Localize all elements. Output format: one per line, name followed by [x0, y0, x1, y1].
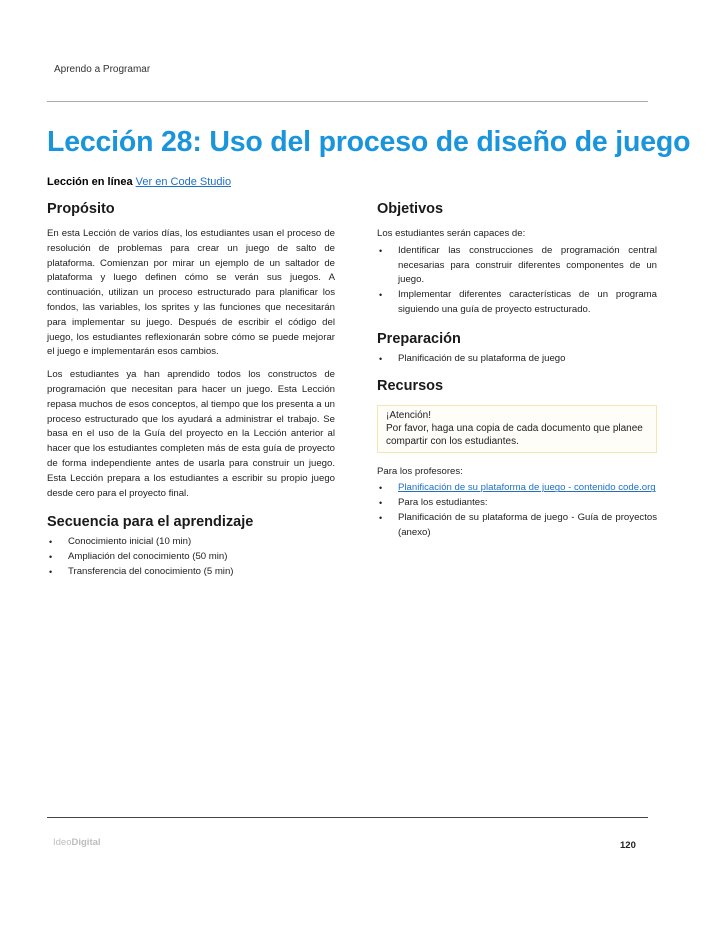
bullet-icon: • — [379, 512, 383, 523]
list-item-text: Planificación de su plataforma de juego — [398, 352, 566, 364]
sequence-section — [47, 511, 335, 579]
purpose-heading: Propósito — [47, 201, 115, 217]
objectives-list — [377, 244, 657, 318]
purpose-paragraph-2: Los estudiantes ya han aprendido todos los constructos de programación que necesitan para hacer un juego. Esta Lección repasa muchos de esos conceptos, al tiempo que los presenta a un proceso estructurado que los ayudará a administrar el trabajo. Se basa en el uso de la Guía del proyecto en la Lección anterior al hacer que los estudiantes completen más de esta guía de proyecto de forma independiente antes de usarla para construir un juego. Esta Lección prepara a los estudiantes a escribir su propio juego desde cero para el proyecto final. — [47, 369, 335, 499]
resources-list — [377, 481, 657, 540]
page-title: Lección 28: Uso del proceso de diseño de juego — [47, 126, 691, 158]
list-item-text: Transferencia del conocimiento (5 min) — [68, 565, 234, 577]
footer-divider — [47, 817, 648, 818]
list-item — [47, 550, 335, 565]
preparation-heading: Preparación — [377, 330, 461, 347]
list-item-text: Identificar las construcciones de programación central necesarias para construir diferentes componentes de un juego. — [398, 244, 657, 286]
list-item — [47, 535, 335, 550]
notice-text: Por favor, haga una copia de cada documento que planee compartir con los estudiantes. — [386, 422, 643, 447]
brand-light-text: Ideo — [53, 837, 72, 848]
objectives-intro: Los estudiantes serán capaces de: — [377, 228, 526, 239]
list-item — [377, 288, 657, 318]
preparation-list — [377, 352, 657, 367]
list-item-text: Conocimiento inicial (10 min) — [68, 536, 192, 548]
notice-box — [377, 405, 657, 453]
bullet-icon: • — [49, 566, 53, 577]
page-number: 120 — [620, 840, 636, 851]
bullet-icon: • — [379, 353, 383, 364]
online-lesson-line — [47, 176, 231, 188]
objectives-section — [377, 198, 657, 318]
right-column — [377, 198, 657, 541]
online-lesson-label: Lección en línea — [47, 176, 133, 188]
purpose-paragraph-1: En esta Lección de varios días, los estudiantes usan el proceso de resolución de problemas para crear un juego de salto de plataforma. Comienzan por mirar un ejemplo de un saltador de plataforma y luego definen cómo se verán sus juegos. A continuación, utilizan un proceso estructurado para planificar los fondos, las variables, los sprites y las funciones que necesitarán para implementar su juego. Después de escribir el código del juego, los estudiantes reflexionarán sobre cómo se puede mejorar el juego e implementarán esos cambios. — [47, 228, 335, 358]
code-studio-link[interactable]: Ver en Code Studio — [135, 176, 232, 188]
list-item — [47, 565, 335, 580]
bullet-icon: • — [379, 498, 383, 509]
list-item — [377, 352, 657, 367]
footer-brand-logo — [53, 837, 101, 848]
list-item — [377, 511, 657, 541]
purpose-section — [47, 198, 335, 501]
sequence-heading: Secuencia para el aprendizaje — [47, 514, 254, 531]
resources-heading: Recursos — [377, 377, 444, 394]
bullet-icon: • — [49, 552, 53, 563]
list-item — [377, 244, 657, 288]
teacher-resource-link[interactable]: Planificación de su plataforma de juego - contenido code.org — [398, 482, 656, 494]
list-item — [377, 496, 657, 511]
sequence-list — [47, 535, 335, 579]
brand-bold-text: Digital — [71, 837, 101, 848]
bullet-icon: • — [379, 245, 383, 256]
notice-title: ¡Atención! — [386, 409, 432, 421]
running-header: Aprendo a Programar — [54, 64, 151, 75]
bullet-icon: • — [49, 537, 53, 548]
list-item-text: Ampliación del conocimiento (50 min) — [68, 551, 228, 563]
list-item — [377, 481, 657, 496]
bullet-icon: • — [379, 483, 383, 494]
left-column — [47, 198, 335, 580]
list-item-text: Planificación de su plataforma de juego - Guía de proyectos (anexo) — [398, 511, 657, 538]
objectives-heading: Objetivos — [377, 201, 444, 217]
list-item-text: Implementar diferentes características de un programa siguiendo una guía de proyecto estructurado. — [398, 289, 657, 315]
resources-section — [377, 375, 657, 541]
header-divider — [47, 101, 648, 102]
teachers-label: Para los profesores: — [377, 465, 463, 477]
preparation-section — [377, 328, 657, 367]
bullet-icon: • — [379, 290, 383, 301]
list-item-text: Para los estudiantes: — [398, 497, 488, 509]
